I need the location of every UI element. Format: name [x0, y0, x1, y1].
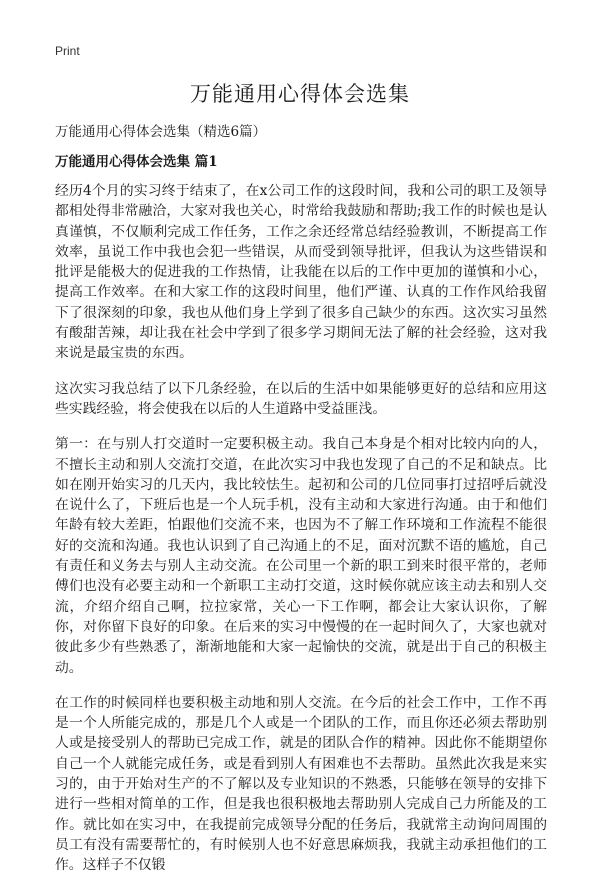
document-subtitle: 万能通用心得体会选集（精选6篇）: [55, 124, 267, 140]
paragraph: 这次实习我总结了以下几条经验，在以后的生活中如果能够更好的总结和应用这些实践经验，将会使我在以后的人生道路中受益匪浅。: [55, 380, 547, 417]
section-heading: 万能通用心得体会选集 篇1: [55, 154, 218, 170]
document-body: [55, 181, 547, 891]
paragraph: 经历4个月的实习终于结束了，在x公司工作的这段时间，我和公司的职工及领导都相处得非常融洽，大家对我也关心，时常给我鼓励和帮助;我工作的时候也是认真谨慎，不仅顺利完成工作任务，工作之余还经常总结经验教训，不断提高工作效率，虽说工作中我也会犯一些错误，从而受到领导批评，但我认为这些错误和批评是能极大的促进我的工作热情，让我能在以后的工作中更加的谨慎和小心，提高工作效率。在和大家工作的这段时间里，他们严谨、认真的工作作风给我留下了很深刻的印象，我也从他们身上学到了很多自己缺少的东西。这次实习虽然有酸甜苦辣，却让我在社会中学到了很多学习期间无法了解的社会经验，这对我来说是最宝贵的东西。: [55, 183, 547, 362]
paragraph: 在工作的时候同样也要积极主动地和别人交流。在今后的社会工作中，工作不再是一个人所能完成的，那是几个人或是一个团队的工作，而且你还必须去帮助别人或是接受别人的帮助已完成工作，就是的团队合作的精神。因此你不能期望你自己一个人就能完成任务，或是看到别人有困难也不去帮助。虽然此次我是来实习的，由于开始对生产的不了解以及专业知识的不熟悉，只能够在领导的安排下进行一些相对简单的工作，但是我也很积极地去帮助别人完成自己力所能及的工作。就比如在实习中，在我提前完成领导分配的任务后，我就常主动询问周围的员工有没有需要帮忙的，有时候别人也不好意思麻烦我，我就主动承担他们的工作。这样子不仅锻: [55, 694, 547, 874]
page-title: 万能通用心得体会选集: [190, 82, 410, 106]
print-link[interactable]: Print: [55, 44, 80, 58]
paragraph: 第一：在与别人打交道时一定要积极主动。我自己本身是个相对比较内向的人，不擅长主动和别人交流打交道，在此次实习中我也发现了自己的不足和缺点。比如在刚开始实习的几天内，我比较怯生。起初和公司的几位同事打过招呼后就没在说什么了，下班后也是一个人玩手机，没有主动和大家进行沟通。由于和他们年龄有较大差距，怕跟他们交流不来，也因为不了解工作环境和工作流程不能很好的交流和沟通。我也认识到了自己沟通上的不足，面对沉默不语的尴尬，自己有责任和义务去与别人主动交流。在公司里一个新的职工到来时很平常的，老师傅们也没有必要主动和一个新职工主动打交道，这时候你就应该主动去和别人交流，介绍介绍自己啊，拉拉家常，关心一下工作啊，都会让大家认识你，了解你，对你留下良好的印象。在后来的实习中慢慢的在一起时间久了，大家也就对彼此多少有些熟悉了，渐渐地能和大家一起愉快的交流，就是出于自己的积极主动。: [55, 436, 547, 676]
